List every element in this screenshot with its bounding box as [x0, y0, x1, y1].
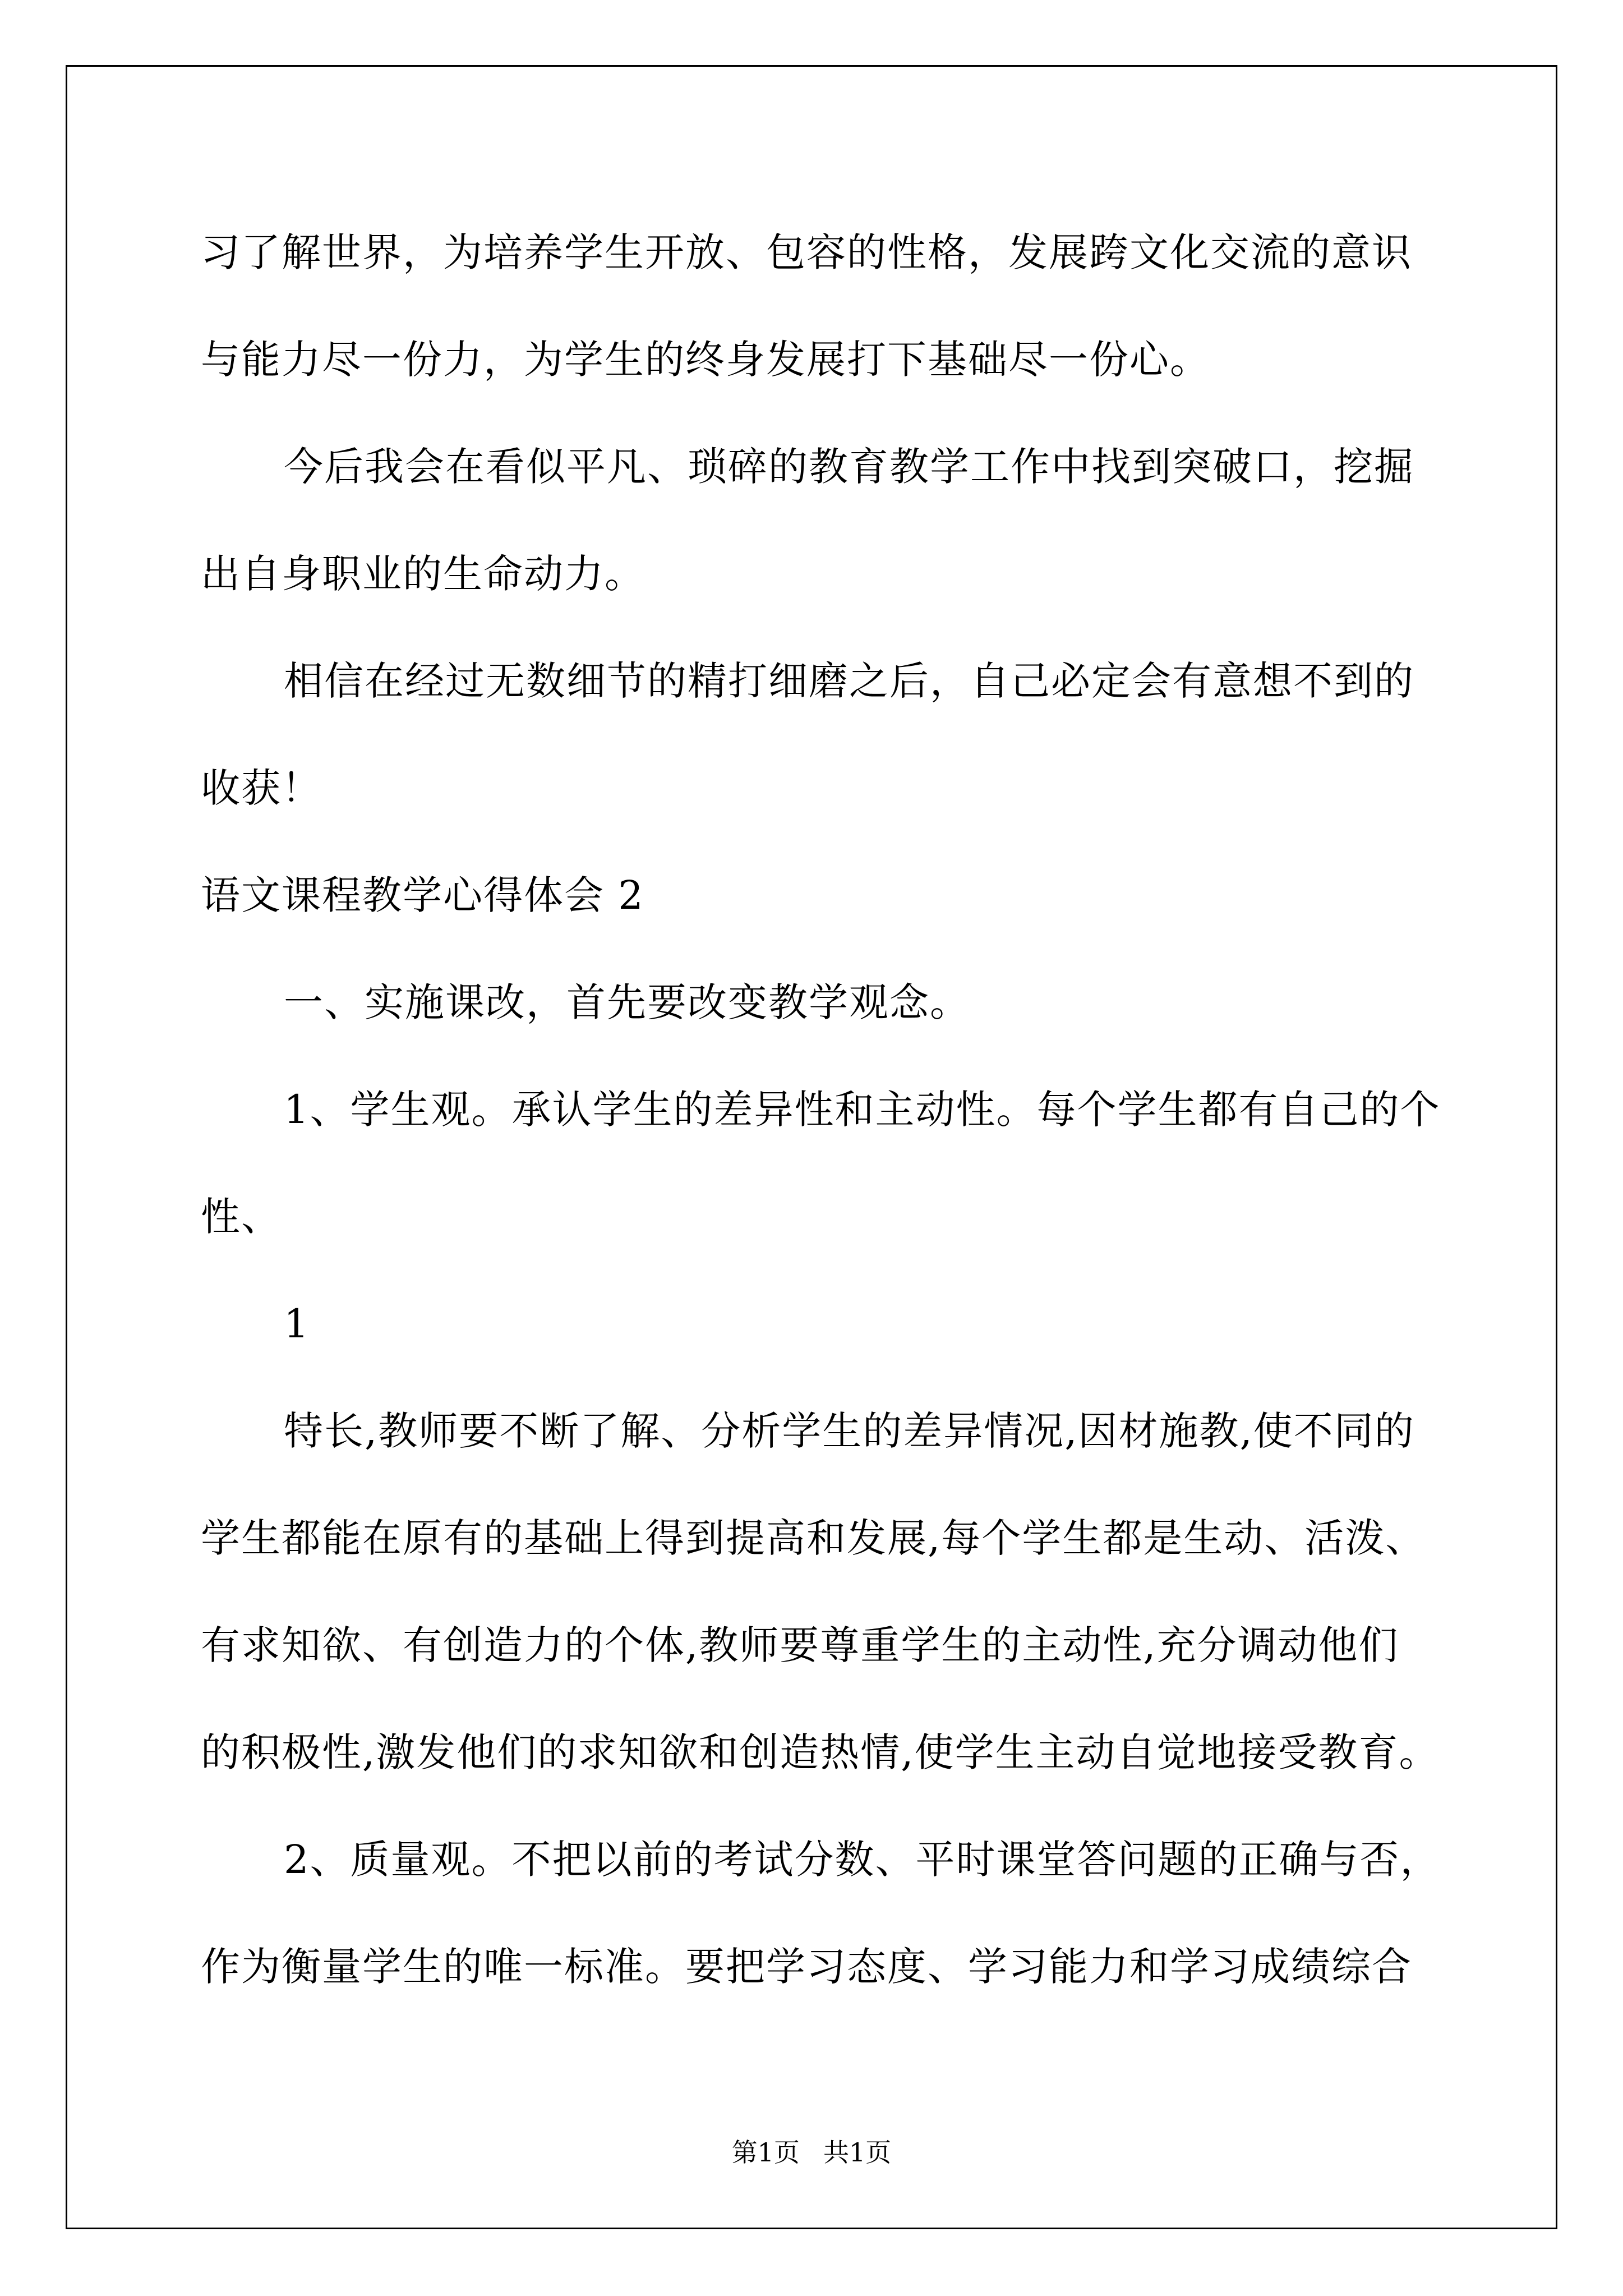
text-line: 1	[284, 1301, 310, 1347]
text-line: 相信在经过无数细节的精打细磨之后，自己必定会有意想不到的	[284, 658, 1414, 704]
text-line: 出自身职业的生命动力。	[201, 551, 645, 597]
text-line: 性、	[201, 1194, 282, 1240]
text-line: 今后我会在看似平凡、琐碎的教育教学工作中找到突破口，挖掘	[284, 444, 1414, 490]
document-body	[201, 199, 1441, 2021]
text-line: 一、实施课改，首先要改变教学观念。	[284, 979, 970, 1025]
text-line: 1、学生观。承认学生的差异性和主动性。每个学生都有自己的个	[284, 1087, 1441, 1133]
text-line: 习了解世界，为培养学生开放、包容的性格，发展跨文化交流的意识	[201, 229, 1412, 275]
page-footer	[0, 2133, 1623, 2172]
page-number-total: 共1页	[823, 2137, 892, 2168]
text-line: 的积极性,激发他们的求知欲和创造热情,使学生主动自觉地接受教育。	[201, 1729, 1440, 1775]
text-line: 作为衡量学生的唯一标准。要把学习态度、学习能力和学习成绩综合	[201, 1944, 1412, 1990]
text-line: 收获！	[201, 765, 322, 811]
text-line: 特长,教师要不断了解、分析学生的差异情况,因材施教,使不同的	[284, 1408, 1415, 1454]
text-line: 学生都能在原有的基础上得到提高和发展,每个学生都是生动、活泼、	[201, 1515, 1426, 1561]
text-line: 与能力尽一份力，为学生的终身发展打下基础尽一份心。	[201, 337, 1210, 383]
page-number-current: 第1页	[731, 2137, 800, 2168]
text-line: 2、质量观。不把以前的考试分数、平时课堂答问题的正确与否，	[284, 1837, 1441, 1883]
text-line: 有求知欲、有创造力的个体,教师要尊重学生的主动性,充分调动他们	[201, 1622, 1399, 1668]
section-title-line: 语文课程教学心得体会 2	[201, 872, 644, 918]
